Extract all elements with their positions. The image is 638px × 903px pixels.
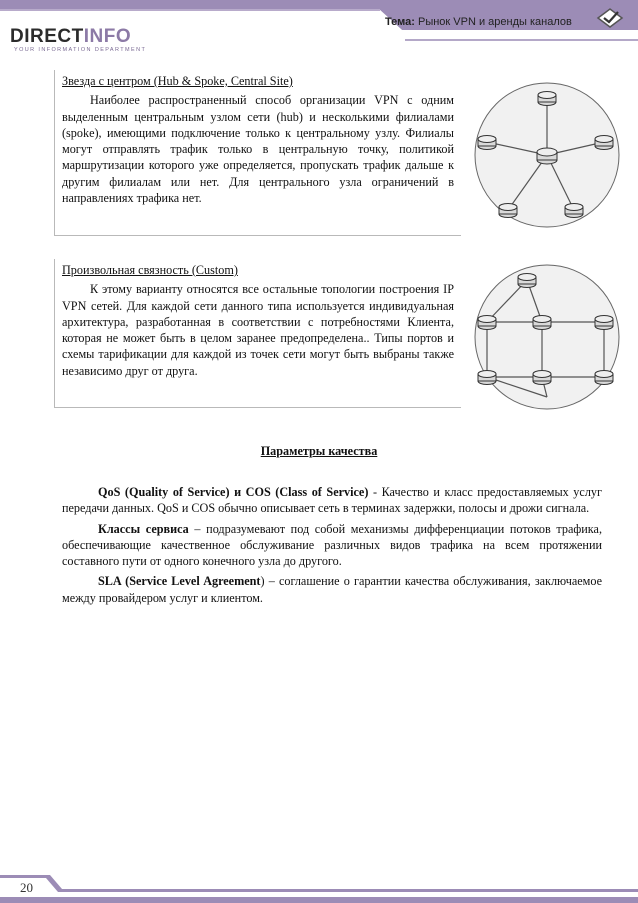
section-title: Звезда с центром (Hub & Spoke, Central Site)	[62, 74, 293, 88]
qos-definition: - Качество и класс предоставляемых услуг передачи данных. QoS и COS обычно описывает сеть в терминах задержки, полосы и дрожи сигнала.	[62, 485, 602, 516]
service-classes-term: Классы сервиса	[98, 521, 189, 536]
section-title: Произвольная связность (Custom)	[62, 263, 238, 277]
qos-term: QoS (Quality of Service) и COS (Class of Service)	[98, 485, 369, 499]
page-footer	[0, 875, 638, 903]
logo-info: INFO	[83, 26, 132, 47]
section-paragraph: К этому варианту относятся все остальные топологии построения IP VPN сетей. Для каждой сети данного типа используется индивидуальная архитектура, разработанная в соответствии с потребностями Клиента, которая не может быть в целом заранее предопределена.. Типы портов и схемы тарификации для каждой из точек сети могут быть выбраны также независимо друг от друга.	[62, 282, 454, 378]
quality-section	[62, 484, 602, 610]
section-hub-spoke	[62, 73, 454, 206]
page-header	[0, 0, 638, 58]
logo-tagline: YOUR INFORMATION DEPARTMENT	[14, 47, 147, 53]
topic-value: Рынок VPN и аренды каналов	[417, 16, 572, 28]
sla-paragraph	[62, 573, 602, 606]
header-topic	[385, 16, 585, 40]
footer-band	[0, 875, 638, 903]
qos-paragraph	[62, 484, 602, 517]
topic-label: Тема:	[385, 16, 415, 28]
section-custom	[62, 262, 454, 379]
section-paragraph: Наиболее распространенный способ организации VPN с одним выделенным центральным узлом сети (hub) и несколькими филиалами (spoke), имеющими подключение только к центральному узлу. Филиалы могут отправлять трафик только в центральную точку, политикой маршрутизации которого уже определяется, пропускать трафик дальше к другим филиалам или нет. Для центрального узла ограничений в направлениях трафика нет.	[62, 93, 454, 206]
sla-definition: ) – соглашение о гарантии качества обслуживания, заключаемое между провайдером услуг и клиентом.	[62, 574, 603, 605]
service-classes-paragraph	[62, 521, 602, 570]
custom-topology-diagram	[472, 262, 622, 412]
checkmark-icon	[596, 6, 624, 30]
hub-spoke-diagram	[472, 80, 622, 230]
quality-section-title: Параметры качества	[260, 444, 378, 458]
logo-direct: DIRECT	[10, 26, 84, 47]
page-number: 20	[20, 880, 33, 895]
service-classes-definition: – подразумевают под собой механизмы дифференциации потоков трафика, обеспечивающие качественное обслуживание различных видов трафика на всем протяжении составного пути от одного конечного узла до другого.	[62, 521, 602, 569]
logo	[10, 26, 131, 48]
sla-term: SLA (Service Level Agreement	[98, 574, 261, 589]
